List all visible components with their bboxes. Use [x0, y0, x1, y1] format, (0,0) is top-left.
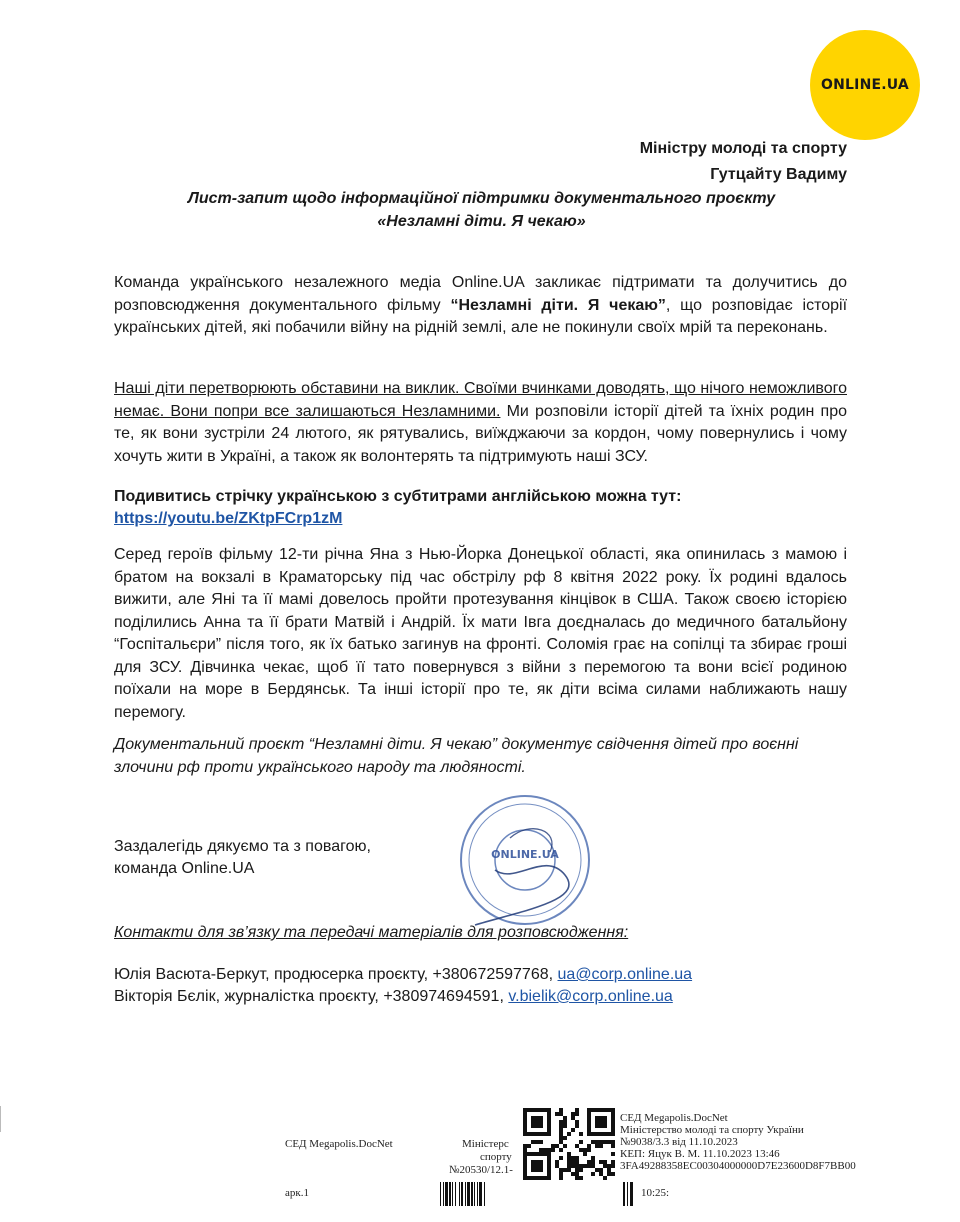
official-stamp	[455, 790, 595, 930]
mission-underlined: Наші діти перетворюють обставини на виклик. Своїми вчинками доводять, що нічого неможливого немає. Вони попри все залишаються Незламними.	[114, 380, 847, 420]
mission-paragraph	[114, 378, 847, 468]
intro-text-end: , що розповідає історії українських дітей, які побачили війну на рідній землі, але не покинули своїх мрій та переконань.	[114, 296, 848, 336]
barcode	[440, 1182, 516, 1206]
addressee-line-1: Міністру молоді та спорту	[639, 140, 847, 157]
signature-hash: 3FA49288358EC00304000000D7E23600D8F7BB00	[620, 1160, 856, 1172]
page-edge	[0, 1106, 9, 1132]
contacts-heading: Контакти для зв’язку та передачі матеріалів для розповсюдження:	[114, 924, 629, 941]
barcode-secondary	[622, 1182, 636, 1206]
closing-line-2: команда Online.UA	[114, 860, 255, 877]
sheet-number: арк.1	[285, 1187, 309, 1199]
watch-heading: Подивитись стрічку українською з субтитрами англійською можна тут:	[114, 488, 682, 505]
ministry-cut-2: спорту	[480, 1151, 512, 1163]
addressee-line-2: Гутцайту Вадиму	[710, 166, 847, 183]
contact-1-email[interactable]: ua@corp.online.ua	[557, 966, 693, 983]
sed-label-right: СЕД Megapolis.DocNet	[620, 1112, 728, 1124]
online-ua-logo	[810, 30, 920, 140]
heroes-paragraph: Серед героїв фільму 12-ти річна Яна з Нью-Йорка Донецької області, яка опинилась з мамою і братом на вокзалі в Краматорську під час обстрілу рф 8 квітня 2022 року. Їх родині вдалось вижити, але Яні та її мамі довелось пройти протезування кінцівок в США. Також своєю історією поділились Анна та її брати Матвій і Андрій. Їх мати Івга доєдналась до медичного батальйону “Госпітальєри” після того, як їх батько загинув на фронті. Соломія грає на сопілці та збирає гроші для ЗСУ. Дівчинка чекає, щоб її тато повернувся з війни з перемогою та вони всієї родиною поїхали на море в Бердянськ. Та інші історії про те, як діти всіма силами наближають нашу перемогу.	[114, 546, 847, 721]
mission-text: Ми розповіли історії дітей та їхніх родин про те, як вони зустріли 24 лютого, як рятувались, виїжджаючи за кордон, чому повернулись і чому хочуть жити в Україні, а також як волонтерять та підтримують наші ЗСУ.	[114, 402, 847, 465]
logo-text: ONLINE.UA	[821, 77, 909, 93]
intro-text: Команда українського незалежного медіа Online.UA закликає підтримати та долучитись до розповсюдження документального фільму	[114, 274, 847, 314]
reg-time: 10:25:	[641, 1187, 670, 1199]
incoming-reg-number: №9038/3.3 від 11.10.2023	[620, 1136, 738, 1148]
ministry-cut-1: Міністерс	[462, 1138, 509, 1150]
film-title: “Незламні діти. Я чекаю”	[450, 296, 666, 314]
closing-line-1: Заздалегідь дякуємо та з повагою,	[114, 838, 371, 855]
contact-2-email[interactable]: v.bielik@corp.online.ua	[508, 988, 673, 1005]
youtube-link[interactable]: https://youtu.be/ZKtpFCrp1zM	[114, 510, 343, 527]
kep-signature: КЕП: Яцук В. М. 11.10.2023 13:46	[620, 1148, 780, 1160]
contact-1-text: Юлія Васюта-Беркут, продюсерка проєкту, +380672597768,	[114, 966, 558, 983]
project-statement: Документальний проєкт “Незламні діти. Я чекаю” документує свідчення дітей про воєнні злочини рф проти українського народу та людяності.	[114, 736, 799, 776]
contact-row-1	[114, 964, 847, 987]
intro-paragraph	[114, 272, 847, 340]
stamp-text: ONLINE.UA	[491, 848, 559, 861]
qr-code	[523, 1108, 615, 1180]
contact-2-text: Вікторія Бєлік, журналістка проєкту, +380974694591,	[114, 988, 509, 1005]
subject-line-1: Лист-запит щодо інформаційної підтримки документального проєкту	[187, 190, 776, 207]
subject-line-2: «Незламні діти. Я чекаю»	[377, 213, 586, 230]
reg-number-cut: №20530/12.1-	[449, 1164, 513, 1176]
sed-label-left: СЕД Megapolis.DocNet	[285, 1138, 393, 1150]
contact-row-2	[114, 986, 847, 1009]
ministry-full: Міністерство молоді та спорту України	[620, 1124, 804, 1136]
